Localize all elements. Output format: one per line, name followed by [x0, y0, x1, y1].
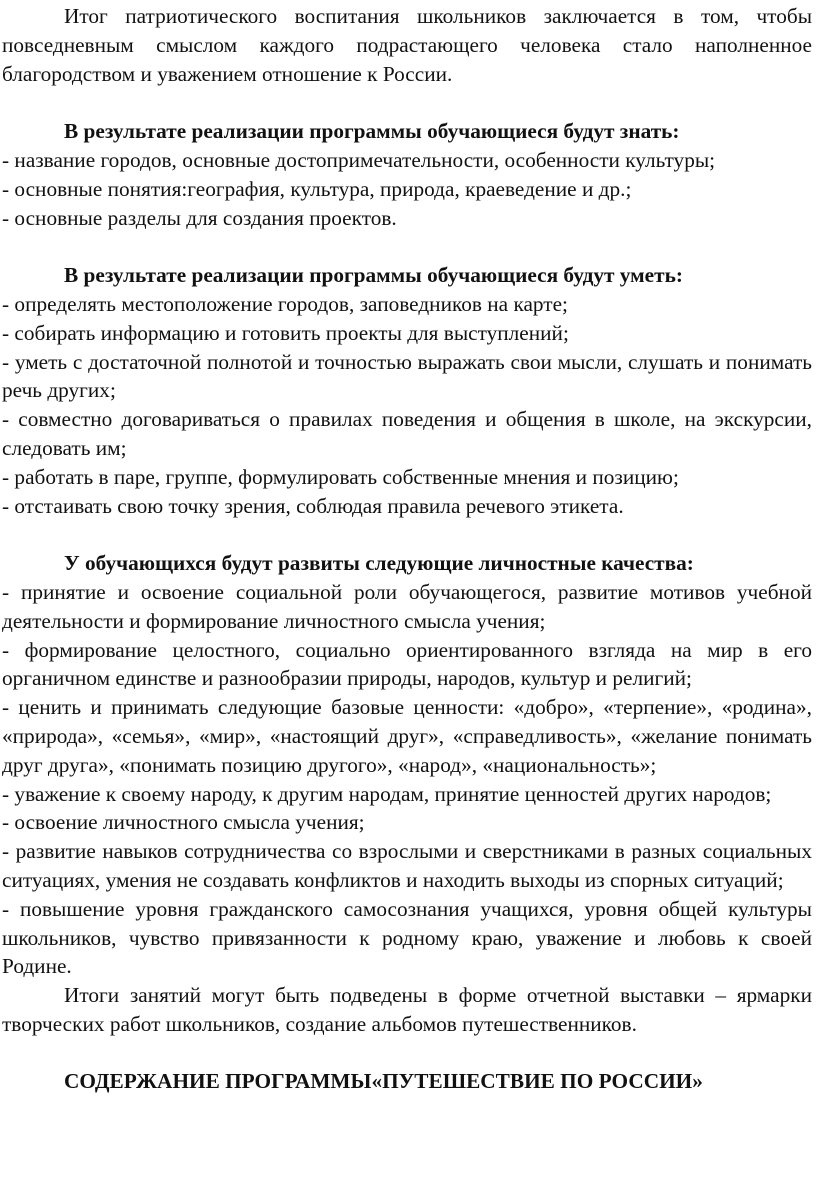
list-item: - работать в паре, группе, формулировать собственные мнения и позицию;: [2, 464, 679, 489]
qualities-heading: У обучающихся будут развиты следующие личностные качества:: [64, 551, 694, 576]
list-item: - определять местоположение городов, заповедников на карте;: [2, 291, 568, 316]
list-item: - повышение уровня гражданского самосознания учащихся, уровня общей культуры школьников, чувство привязанности к родному краю, уважение и любовь к своей Родине.: [2, 896, 812, 979]
list-item: - формирование целостного, социально ориентированного взгляда на мир в его органичном единстве и разнообразии природы, народов, культур и религий;: [2, 637, 812, 691]
list-item: - уметь с достаточной полнотой и точностью выражать свои мысли, слушать и понимать речь других;: [2, 349, 812, 403]
list-item: - развитие навыков сотрудничества со взрослыми и сверстниками в разных социальных ситуациях, умения не создавать конфликтов и находить выходы из спорных ситуаций;: [2, 839, 812, 892]
list-item: - ценить и принимать следующие базовые ценности: «добро», «терпение», «родина», «природа», «семья», «мир», «настоящий друг», «справедливость», «желание понимать друг друга», «понимать позицию другого», «народ», «национальность»;: [2, 695, 812, 777]
spacer: [2, 1039, 812, 1068]
list-item: - освоение личностного смысла учения;: [2, 810, 365, 835]
list-item: - основные разделы для создания проектов.: [2, 205, 397, 230]
section-title: СОДЕРЖАНИЕ ПРОГРАММЫ«ПУТЕШЕСТВИЕ ПО РОССИИ»: [64, 1069, 703, 1094]
spacer: [2, 520, 812, 549]
list-item: - основные понятия:география, культура, природа, краеведение и др.;: [2, 176, 632, 201]
spacer: [2, 88, 812, 117]
can-heading: В результате реализации программы обучающиеся будут уметь:: [64, 263, 683, 288]
list-item: - название городов, основные достопримечательности, особенности культуры;: [2, 147, 716, 172]
list-item: - отстаивать свою точку зрения, соблюдая правила речевого этикета.: [2, 493, 624, 518]
list-item: - уважение к своему народу, к другим народам, принятие ценностей других народов;: [2, 781, 772, 806]
intro-paragraph: Итог патриотического воспитания школьников заключается в том, чтобы повседневным смыслом каждого подрастающего человека стало наполненное благородством и уважением отношение к России.: [2, 4, 812, 86]
results-paragraph: Итоги занятий могут быть подведены в форме отчетной выставки – ярмарки творческих работ школьников, создание альбомов путешественников.: [2, 983, 812, 1036]
list-item: - совместно договариваться о правилах поведения и общения в школе, на экскурсии, следовать им;: [2, 407, 812, 460]
spacer: [2, 232, 812, 261]
list-item: - собирать информацию и готовить проекты для выступлений;: [2, 320, 569, 345]
list-item: - принятие и освоение социальной роли обучающегося, развитие мотивов учебной деятельности и формирование личностного смысла учения;: [2, 579, 812, 633]
know-heading: В результате реализации программы обучающиеся будут знать:: [64, 119, 680, 144]
